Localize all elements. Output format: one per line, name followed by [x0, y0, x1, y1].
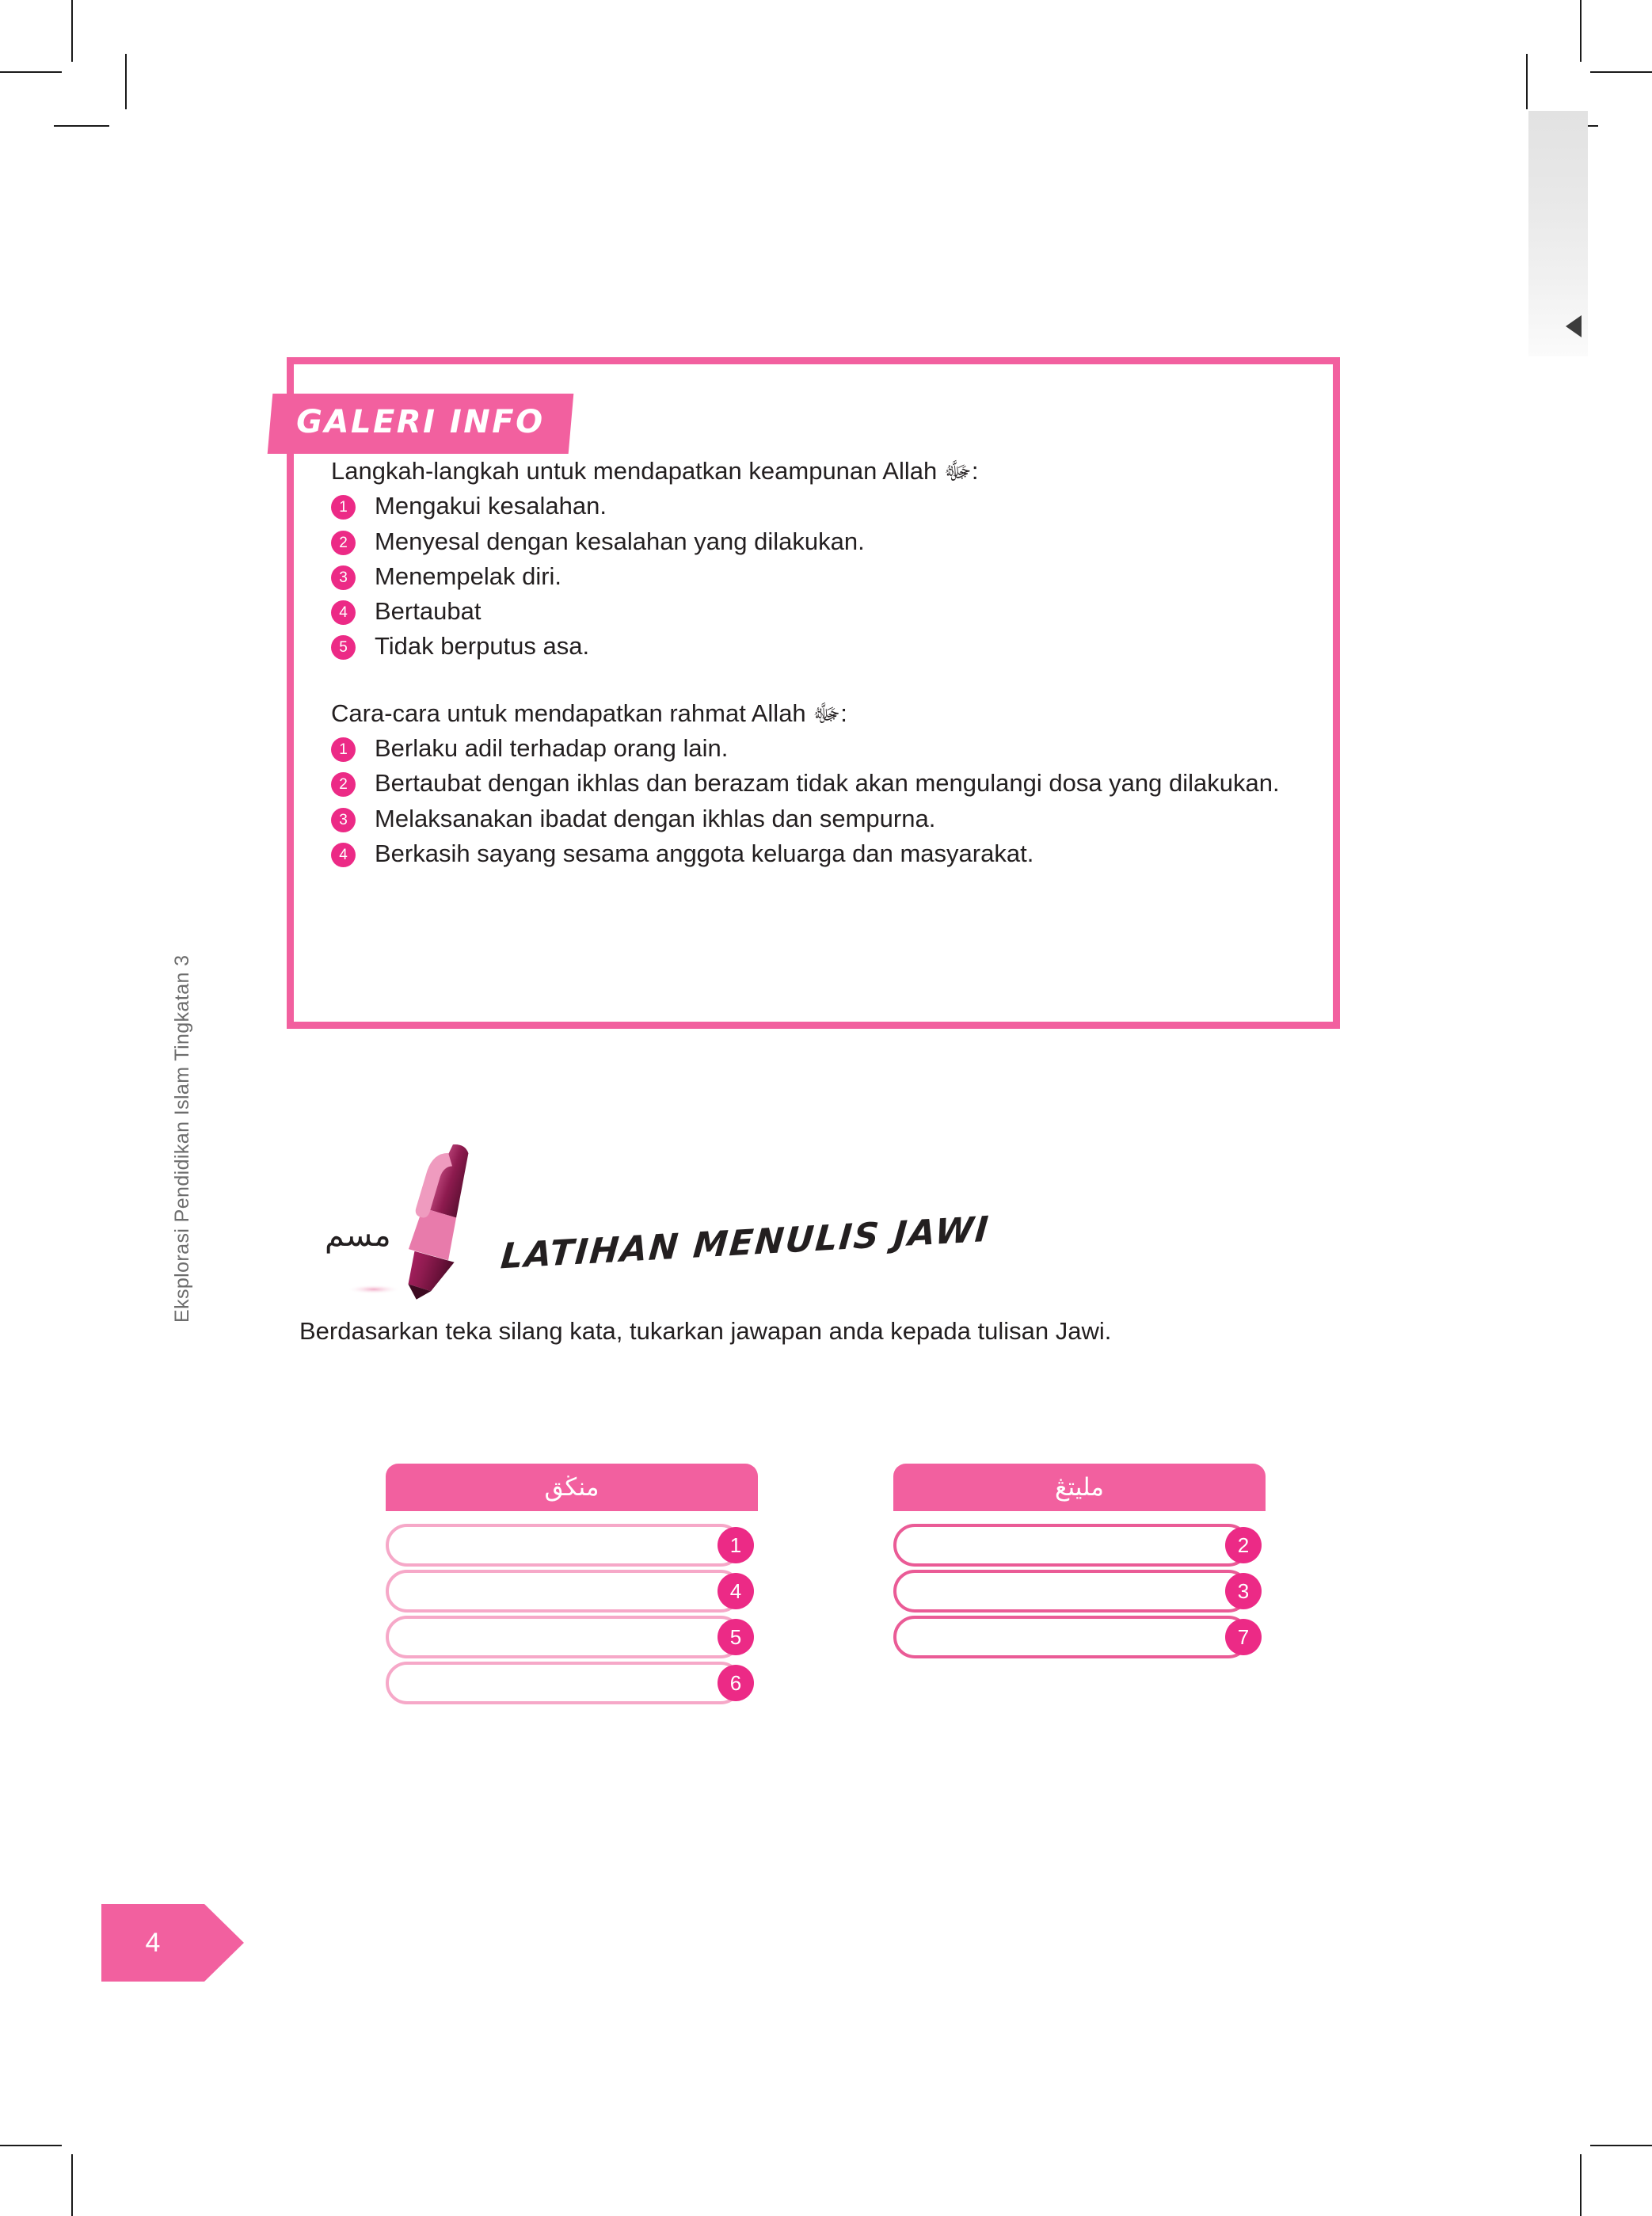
- list-number-badge: 1: [331, 495, 356, 520]
- jawi-column-header: منڬق: [386, 1464, 758, 1511]
- info-lead-2: Cara-cara untuk mendapatkan rahmat Allah ﷻ:: [331, 699, 847, 727]
- list-item-text: Menyesal dengan kesalahan yang dilakukan.: [375, 527, 865, 555]
- list-item-text: Bertaubat dengan ikhlas dan berazam tidak akan mengulangi dosa yang dilakukan.: [375, 769, 1280, 798]
- list-item-text: Berkasih sayang sesama anggota keluarga dan masyarakat.: [375, 839, 1034, 867]
- page-edge-triangle-icon: [1566, 315, 1582, 337]
- crop-mark-top-left-v: [71, 0, 73, 62]
- latihan-instruction: Berdasarkan teka silang kata, tukarkan jawapan anda kepada tulisan Jawi.: [299, 1317, 1112, 1345]
- crop-mark-bottom-left-h: [0, 2145, 62, 2146]
- list-item: [331, 767, 1321, 799]
- crop-mark-bleed-right-v: [1526, 54, 1528, 109]
- section-spacer: [331, 666, 1321, 698]
- list-item-text: Mengakui kesalahan.: [375, 492, 607, 520]
- list-item-text: Berlaku adil terhadap orang lain.: [375, 734, 729, 763]
- list-item: [331, 838, 1321, 870]
- list-number-badge: 3: [331, 808, 356, 832]
- list-item-text: Tidak berputus asa.: [375, 632, 590, 661]
- crop-mark-bottom-left-v: [71, 2154, 73, 2216]
- list-item: [331, 596, 1321, 627]
- crop-mark-top-right-h: [1590, 71, 1652, 73]
- jawi-answer-input[interactable]: [386, 1570, 742, 1613]
- jawi-column-header: مليتڠ: [893, 1464, 1266, 1511]
- running-side-title: Eksplorasi Pendidikan Islam Tingkatan 3: [171, 954, 193, 1323]
- crop-mark-bleed-left-v: [125, 54, 127, 109]
- list-item: [331, 561, 1321, 592]
- crop-mark-bottom-right-h: [1590, 2145, 1652, 2146]
- page-number-badge: 4: [101, 1904, 204, 1982]
- info-list-1: [331, 490, 1321, 662]
- galeri-info-tag: [268, 394, 574, 454]
- page-number-arrow-icon: [204, 1904, 244, 1982]
- jawi-column-melintang: [893, 1464, 1266, 1649]
- answer-row-number: 4: [718, 1573, 754, 1609]
- info-lead-1: Langkah-langkah untuk mendapatkan keampunan Allah ﷻ:: [331, 457, 979, 485]
- jawi-answer-input[interactable]: [386, 1616, 742, 1658]
- list-item: [331, 490, 1321, 522]
- latihan-title: LATIHAN MENULIS JAWI: [499, 1209, 992, 1277]
- list-item: [331, 733, 1321, 764]
- list-item-text: Menempelak diri.: [375, 562, 562, 590]
- galeri-info-tag-label: GALERI INFO: [296, 404, 545, 440]
- crop-mark-bottom-right-v: [1580, 2154, 1582, 2216]
- jawi-answer-input[interactable]: [893, 1524, 1250, 1567]
- answer-row-number: 3: [1225, 1573, 1262, 1609]
- answer-row-number: 2: [1225, 1527, 1262, 1563]
- info-list-2: [331, 733, 1321, 870]
- list-item-text: Melaksanakan ibadat dengan ikhlas dan sempurna.: [375, 804, 936, 832]
- jawi-answer-input[interactable]: [893, 1570, 1250, 1613]
- jawi-answer-input[interactable]: [893, 1616, 1250, 1658]
- answer-row-number: 7: [1225, 1619, 1262, 1655]
- list-number-badge: 4: [331, 600, 356, 625]
- jawi-column-menegak: [386, 1464, 758, 1695]
- crop-mark-bleed-left-h: [54, 125, 109, 127]
- jawi-answer-input[interactable]: [386, 1524, 742, 1567]
- list-item: [331, 803, 1321, 835]
- list-number-badge: 3: [331, 565, 356, 590]
- answer-row-number: 5: [718, 1619, 754, 1655]
- list-number-badge: 2: [331, 531, 356, 555]
- list-number-badge: 2: [331, 772, 356, 797]
- crop-mark-top-right-v: [1580, 0, 1582, 62]
- jawi-answer-input[interactable]: [386, 1662, 742, 1704]
- list-number-badge: 4: [331, 843, 356, 867]
- list-number-badge: 5: [331, 635, 356, 660]
- list-item: [331, 630, 1321, 662]
- answer-row-number: 6: [718, 1665, 754, 1701]
- list-item: [331, 526, 1321, 558]
- galeri-info-body: [331, 455, 1321, 873]
- list-item-text: Bertaubat: [375, 597, 482, 626]
- answer-row-number: 1: [718, 1527, 754, 1563]
- jawi-decoration-mark: مسم: [325, 1218, 391, 1253]
- latihan-heading-block: [317, 1134, 1030, 1300]
- crop-mark-top-left-h: [0, 71, 62, 73]
- list-number-badge: 1: [331, 737, 356, 762]
